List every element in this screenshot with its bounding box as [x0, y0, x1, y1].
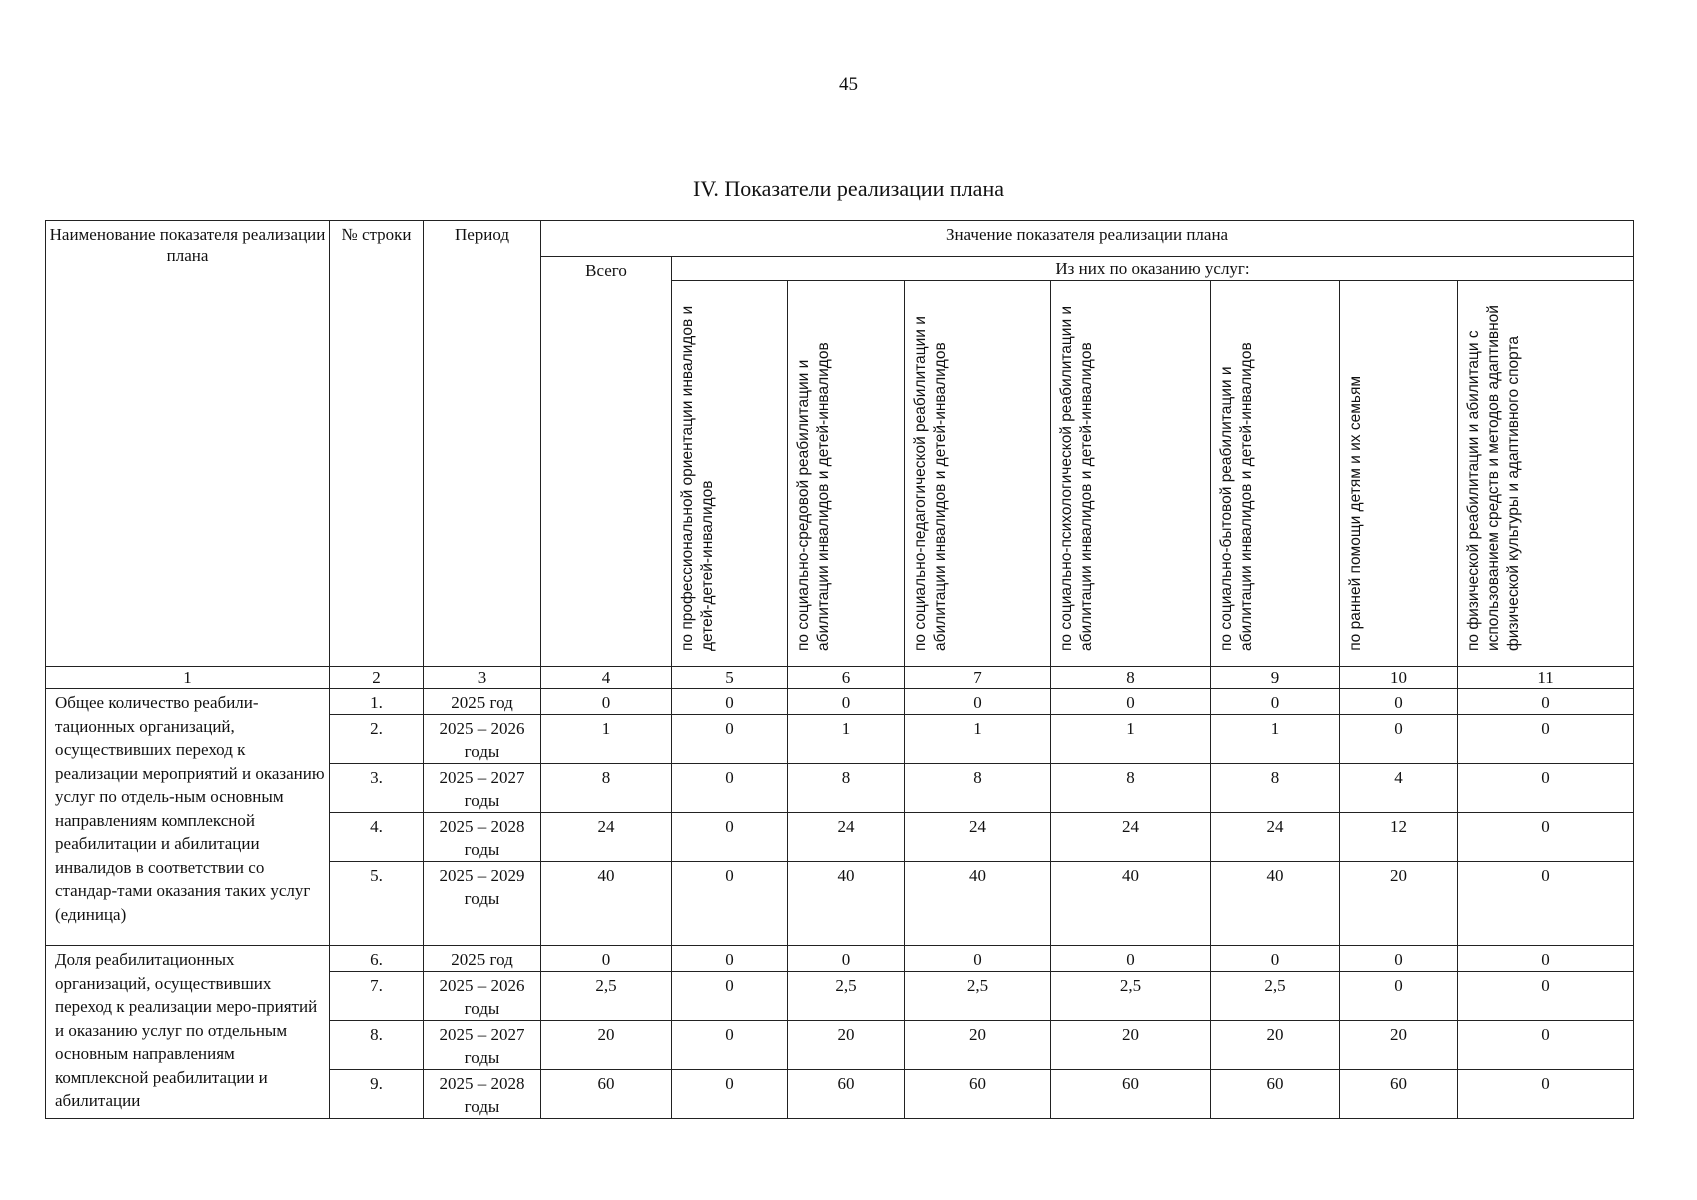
value-service-4: 60 [1051, 1070, 1211, 1119]
value-service-7: 0 [1458, 1021, 1634, 1070]
column-number: 11 [1458, 667, 1634, 689]
value-service-1: 0 [672, 689, 788, 715]
header-row-number: № строки [330, 221, 424, 667]
period-cell: 2025 год [424, 689, 541, 715]
value-service-2: 2,5 [788, 972, 905, 1021]
header-service-3 [905, 281, 1051, 667]
column-number: 7 [905, 667, 1051, 689]
value-service-3: 60 [905, 1070, 1051, 1119]
header-service-label: по профессиональной ориентации инвалидов и детей-детей-инвалидов [679, 305, 716, 651]
indicator-name: Общее количество реабили-тационных организаций, осуществивших переход к реализации мероприятий и оказанию услуг по отдель-ным основным направлениям комплексной реабилитации и абилитации инвалидов в соответствии со стандар-тами оказания таких услуг (единица) [46, 689, 330, 946]
value-service-3: 1 [905, 715, 1051, 764]
value-total: 20 [541, 1021, 672, 1070]
column-number: 2 [330, 667, 424, 689]
value-service-2: 0 [788, 689, 905, 715]
header-service-label: по социально-психологической реабилитации и абилитации инвалидов и детей-инвалидов [1058, 305, 1095, 651]
value-service-7: 0 [1458, 715, 1634, 764]
column-number: 3 [424, 667, 541, 689]
period-cell: 2025 – 2027 годы [424, 764, 541, 813]
value-service-5: 8 [1211, 764, 1340, 813]
header-services-group: Из них по оказанию услуг: [672, 257, 1634, 281]
value-service-5: 0 [1211, 689, 1340, 715]
header-service-5 [1211, 281, 1340, 667]
value-service-2: 20 [788, 1021, 905, 1070]
header-service-4 [1051, 281, 1211, 667]
column-number: 6 [788, 667, 905, 689]
value-service-4: 40 [1051, 862, 1211, 946]
value-service-7: 0 [1458, 946, 1634, 972]
value-total: 8 [541, 764, 672, 813]
value-service-6: 20 [1340, 862, 1458, 946]
value-service-1: 0 [672, 715, 788, 764]
value-service-3: 24 [905, 813, 1051, 862]
value-service-6: 12 [1340, 813, 1458, 862]
header-service-label: по социально-педагогической реабилитации и абилитации инвалидов и детей-инвалидов [912, 316, 949, 651]
value-service-6: 0 [1340, 715, 1458, 764]
period-cell: 2025 – 2028 годы [424, 1070, 541, 1119]
row-number: 3. [330, 764, 424, 813]
header-service-label: по социально-средовой реабилитации и абилитации инвалидов и детей-инвалидов [795, 342, 832, 651]
value-service-2: 1 [788, 715, 905, 764]
row-number: 2. [330, 715, 424, 764]
value-service-5: 0 [1211, 946, 1340, 972]
value-service-2: 40 [788, 862, 905, 946]
page-number: 45 [839, 74, 858, 95]
indicator-name: Доля реабилитационных организаций, осуществивших переход к реализации меро-приятий и оказанию услуг по отдельным основным направлениям комплексной реабилитации и абилитации [46, 946, 330, 1119]
row-number: 7. [330, 972, 424, 1021]
header-service-6 [1340, 281, 1458, 667]
header-service-2 [788, 281, 905, 667]
value-service-6: 0 [1340, 972, 1458, 1021]
value-service-6: 0 [1340, 946, 1458, 972]
row-number: 9. [330, 1070, 424, 1119]
column-numbers-row [46, 667, 1634, 689]
row-number: 6. [330, 946, 424, 972]
value-service-1: 0 [672, 862, 788, 946]
row-number: 5. [330, 862, 424, 946]
value-service-5: 40 [1211, 862, 1340, 946]
value-service-6: 4 [1340, 764, 1458, 813]
value-service-4: 2,5 [1051, 972, 1211, 1021]
value-service-7: 0 [1458, 764, 1634, 813]
value-service-2: 24 [788, 813, 905, 862]
value-service-1: 0 [672, 813, 788, 862]
section-title: IV. Показатели реализации плана [693, 176, 1004, 201]
header-service-1 [672, 281, 788, 667]
value-service-3: 40 [905, 862, 1051, 946]
value-service-6: 20 [1340, 1021, 1458, 1070]
table-row [46, 946, 1634, 972]
value-total: 0 [541, 689, 672, 715]
header-service-label: по ранней помощи детям и их семьям [1347, 376, 1364, 651]
value-service-4: 24 [1051, 813, 1211, 862]
column-number: 5 [672, 667, 788, 689]
value-service-5: 20 [1211, 1021, 1340, 1070]
period-cell: 2025 – 2027 годы [424, 1021, 541, 1070]
value-service-1: 0 [672, 946, 788, 972]
value-service-5: 24 [1211, 813, 1340, 862]
value-total: 1 [541, 715, 672, 764]
value-service-7: 0 [1458, 862, 1634, 946]
indicators-table [45, 220, 1634, 1119]
value-service-3: 0 [905, 689, 1051, 715]
value-service-2: 0 [788, 946, 905, 972]
value-service-4: 8 [1051, 764, 1211, 813]
value-service-6: 60 [1340, 1070, 1458, 1119]
value-service-1: 0 [672, 972, 788, 1021]
value-service-3: 20 [905, 1021, 1051, 1070]
table-row [46, 689, 1634, 715]
value-service-7: 0 [1458, 972, 1634, 1021]
value-service-3: 8 [905, 764, 1051, 813]
value-total: 60 [541, 1070, 672, 1119]
value-service-7: 0 [1458, 1070, 1634, 1119]
value-service-5: 60 [1211, 1070, 1340, 1119]
value-service-1: 0 [672, 1021, 788, 1070]
value-service-5: 2,5 [1211, 972, 1340, 1021]
value-service-2: 8 [788, 764, 905, 813]
value-service-1: 0 [672, 764, 788, 813]
header-indicator-name: Наименование показателя реализации плана [46, 221, 330, 667]
column-number: 1 [46, 667, 330, 689]
value-service-4: 1 [1051, 715, 1211, 764]
header-total: Всего [541, 257, 672, 667]
value-service-4: 20 [1051, 1021, 1211, 1070]
value-service-7: 0 [1458, 813, 1634, 862]
column-number: 10 [1340, 667, 1458, 689]
value-total: 2,5 [541, 972, 672, 1021]
header-service-7 [1458, 281, 1634, 667]
value-total: 24 [541, 813, 672, 862]
row-number: 1. [330, 689, 424, 715]
value-service-4: 0 [1051, 946, 1211, 972]
value-service-2: 60 [788, 1070, 905, 1119]
column-number: 9 [1211, 667, 1340, 689]
header-indicator-value: Значение показателя реализации плана [541, 221, 1634, 257]
header-period: Период [424, 221, 541, 667]
period-cell: 2025 – 2026 годы [424, 972, 541, 1021]
row-number: 8. [330, 1021, 424, 1070]
header-service-label: по социально-бытовой реабилитации и абилитации инвалидов и детей-инвалидов [1218, 342, 1255, 651]
value-total: 40 [541, 862, 672, 946]
value-service-3: 2,5 [905, 972, 1051, 1021]
value-service-1: 0 [672, 1070, 788, 1119]
header-service-label: по физической реабилитации и абилитаци с использованием средств и методов адаптивной физической культуры и адаптивного спорта [1465, 305, 1522, 651]
period-cell: 2025 год [424, 946, 541, 972]
period-cell: 2025 – 2026 годы [424, 715, 541, 764]
value-service-7: 0 [1458, 689, 1634, 715]
column-number: 8 [1051, 667, 1211, 689]
value-total: 0 [541, 946, 672, 972]
value-service-6: 0 [1340, 689, 1458, 715]
period-cell: 2025 – 2029 годы [424, 862, 541, 946]
value-service-5: 1 [1211, 715, 1340, 764]
value-service-4: 0 [1051, 689, 1211, 715]
row-number: 4. [330, 813, 424, 862]
column-number: 4 [541, 667, 672, 689]
value-service-3: 0 [905, 946, 1051, 972]
period-cell: 2025 – 2028 годы [424, 813, 541, 862]
